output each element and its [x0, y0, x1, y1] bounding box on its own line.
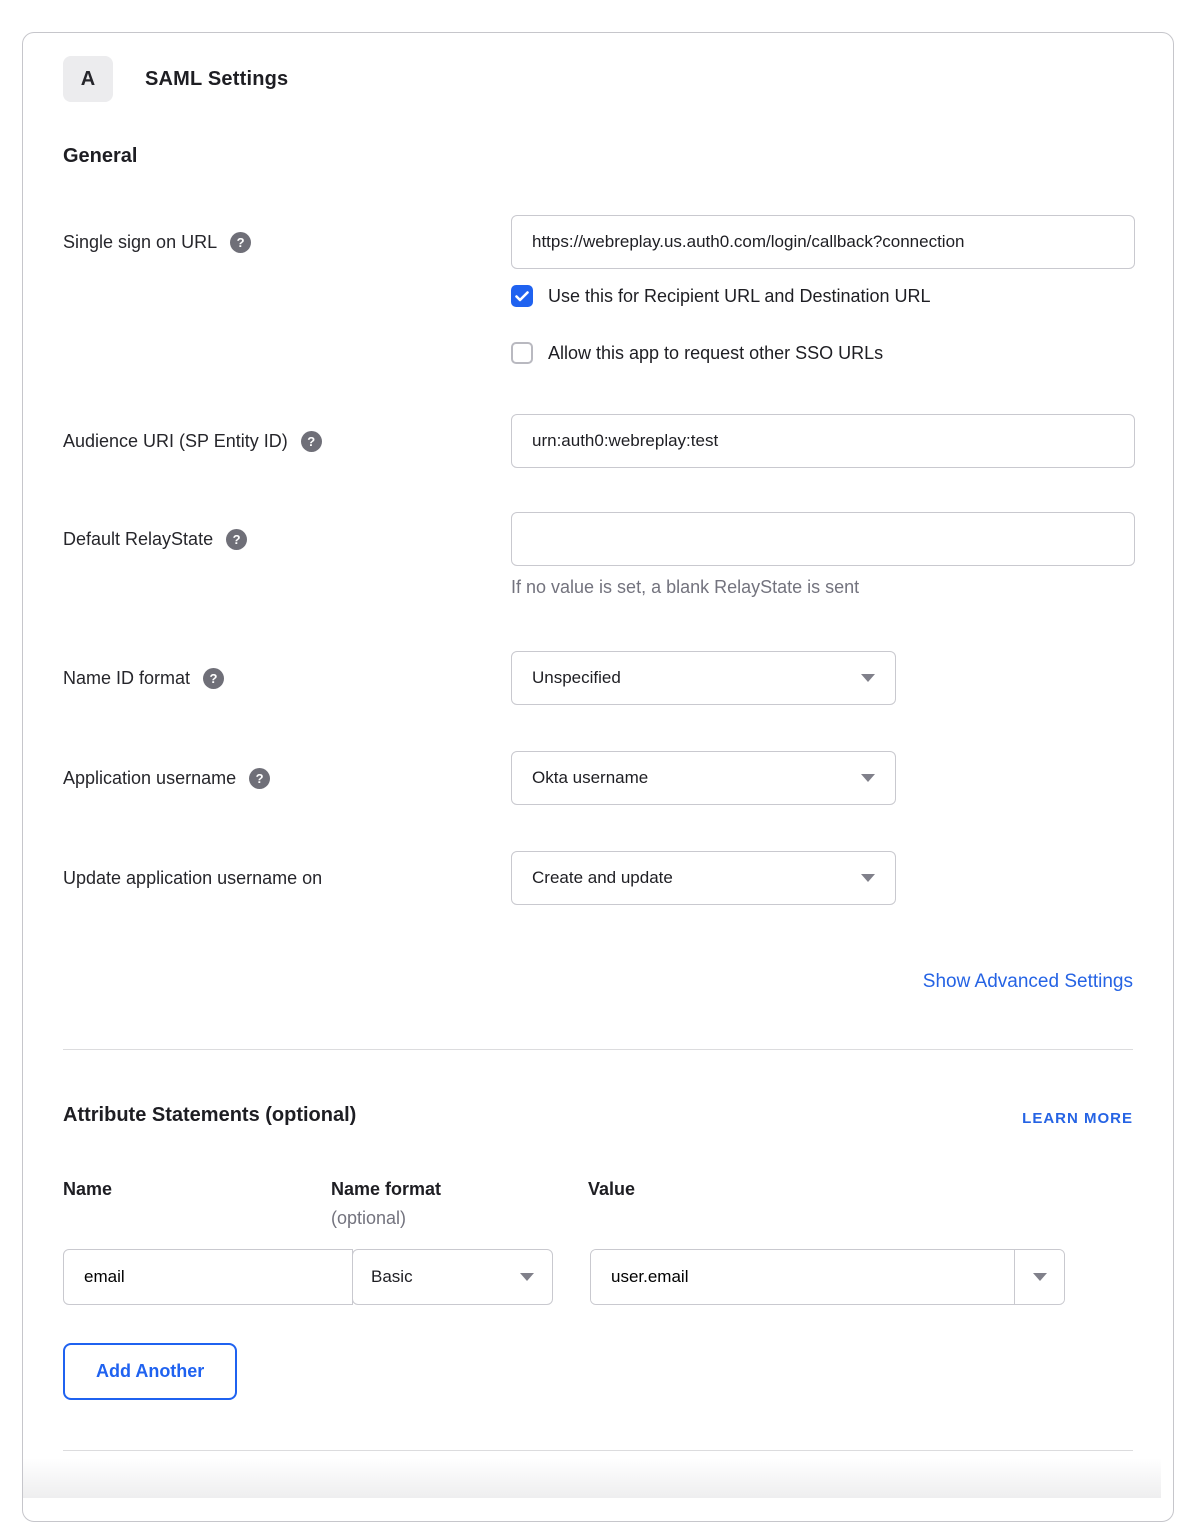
attribute-value-dropdown-button[interactable] — [1014, 1250, 1064, 1304]
attribute-statements-heading: Attribute Statements (optional) — [63, 1104, 356, 1127]
relaystate-row — [63, 512, 1133, 598]
application-username-label: Application username ? — [63, 751, 511, 805]
sso-url-input[interactable] — [511, 215, 1135, 269]
attribute-name-format-select[interactable]: Basic — [352, 1249, 553, 1305]
application-username-row — [63, 751, 1133, 805]
column-header-optional-note: (optional) — [331, 1208, 588, 1229]
name-id-format-row — [63, 651, 1133, 705]
help-icon[interactable]: ? — [230, 232, 251, 253]
section-divider — [63, 1049, 1133, 1050]
other-sso-checkbox-label: Allow this app to request other SSO URLs — [548, 343, 883, 364]
attribute-columns-header — [63, 1179, 1133, 1229]
add-another-button[interactable]: Add Another — [63, 1343, 237, 1400]
column-header-name: Name — [63, 1179, 331, 1229]
help-icon[interactable]: ? — [249, 768, 270, 789]
application-username-select[interactable]: Okta username — [511, 751, 896, 805]
general-heading: General — [63, 145, 1133, 168]
section-divider — [63, 1450, 1133, 1451]
name-id-format-label: Name ID format ? — [63, 651, 511, 705]
chevron-down-icon — [520, 1273, 534, 1281]
chevron-down-icon — [861, 674, 875, 682]
attribute-value-input[interactable] — [591, 1250, 1014, 1304]
attribute-value-combobox — [590, 1249, 1065, 1305]
help-icon[interactable]: ? — [301, 431, 322, 452]
check-icon — [515, 291, 529, 302]
column-header-name-format: Name format (optional) — [331, 1179, 588, 1229]
panel-header — [63, 56, 1133, 102]
other-sso-checkbox-row — [511, 342, 1135, 364]
column-header-value: Value — [588, 1179, 635, 1229]
relaystate-input[interactable] — [511, 512, 1135, 566]
attribute-row — [63, 1249, 1133, 1305]
help-icon[interactable]: ? — [203, 668, 224, 689]
update-app-username-select[interactable]: Create and update — [511, 851, 896, 905]
recipient-url-checkbox[interactable] — [511, 285, 533, 307]
panel-title: SAML Settings — [145, 68, 288, 91]
help-icon[interactable]: ? — [226, 529, 247, 550]
chevron-down-icon — [1033, 1273, 1047, 1281]
show-advanced-row — [63, 971, 1133, 993]
sso-url-label: Single sign on URL ? — [63, 215, 511, 269]
relaystate-helper-text: If no value is set, a blank RelayState is sent — [511, 577, 1135, 598]
update-app-username-row — [63, 851, 1133, 905]
chevron-down-icon — [861, 874, 875, 882]
recipient-url-checkbox-label: Use this for Recipient URL and Destination URL — [548, 286, 931, 307]
show-advanced-settings-link[interactable]: Show Advanced Settings — [923, 971, 1133, 992]
chevron-down-icon — [861, 774, 875, 782]
relaystate-label: Default RelayState ? — [63, 512, 511, 566]
update-app-username-label: Update application username on — [63, 851, 511, 905]
learn-more-link[interactable]: LEARN MORE — [1022, 1110, 1133, 1127]
other-sso-checkbox[interactable] — [511, 342, 533, 364]
sso-url-row — [63, 215, 1133, 364]
attribute-statements-header — [63, 1104, 1133, 1127]
recipient-url-checkbox-row — [511, 285, 1135, 307]
attribute-name-input[interactable] — [63, 1249, 353, 1305]
name-id-format-select[interactable]: Unspecified — [511, 651, 896, 705]
step-badge: A — [63, 56, 113, 102]
audience-uri-input[interactable] — [511, 414, 1135, 468]
audience-uri-row — [63, 414, 1133, 468]
saml-settings-panel — [22, 32, 1174, 1522]
audience-uri-label: Audience URI (SP Entity ID) ? — [63, 414, 511, 468]
